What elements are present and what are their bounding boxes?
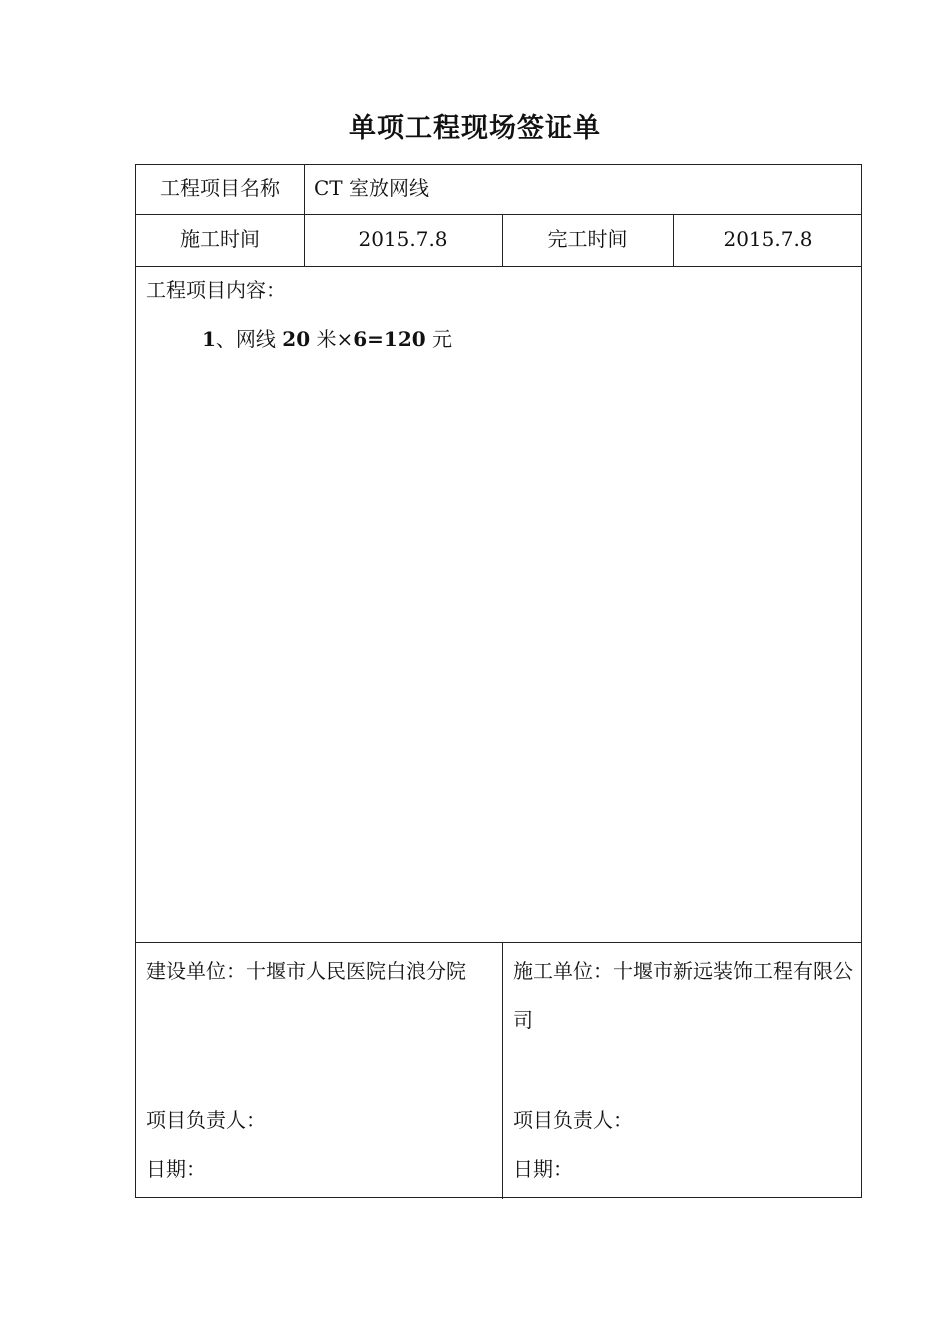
contractor-unit: 施工单位：十堰市新远装饰工程有限公司 bbox=[513, 959, 853, 1032]
row-divider bbox=[136, 266, 861, 267]
item-unit: 元 bbox=[425, 327, 453, 351]
contractor-date-label: 日期： bbox=[513, 1157, 573, 1181]
content-label: 工程项目内容： bbox=[146, 278, 286, 302]
content-item bbox=[202, 327, 452, 351]
row-divider bbox=[136, 214, 861, 215]
start-time-value: 2015.7.8 bbox=[358, 227, 448, 251]
start-time-label: 施工时间 bbox=[180, 227, 260, 251]
contractor-manager-label: 项目负责人： bbox=[513, 1108, 633, 1132]
page-title: 单项工程现场签证单 bbox=[349, 113, 601, 144]
construction-date-label: 日期： bbox=[146, 1157, 206, 1181]
item-text: 米× bbox=[310, 327, 354, 351]
item-calculation: 6=120 bbox=[353, 327, 426, 351]
construction-unit: 建设单位：十堰市人民医院白浪分院 bbox=[146, 959, 466, 983]
visa-form-table bbox=[135, 164, 862, 1198]
item-index: 1 bbox=[202, 327, 216, 351]
item-quantity: 20 bbox=[282, 327, 311, 351]
finish-time-label: 完工时间 bbox=[547, 227, 628, 251]
project-name-label: 工程项目名称 bbox=[160, 176, 280, 200]
construction-manager-label: 项目负责人： bbox=[146, 1108, 266, 1132]
finish-time-value: 2015.7.8 bbox=[723, 227, 813, 251]
row-divider bbox=[136, 942, 861, 943]
project-name-value: CT 室放网线 bbox=[314, 176, 429, 200]
item-text: 、网线 bbox=[215, 327, 283, 351]
column-divider bbox=[502, 942, 503, 1199]
